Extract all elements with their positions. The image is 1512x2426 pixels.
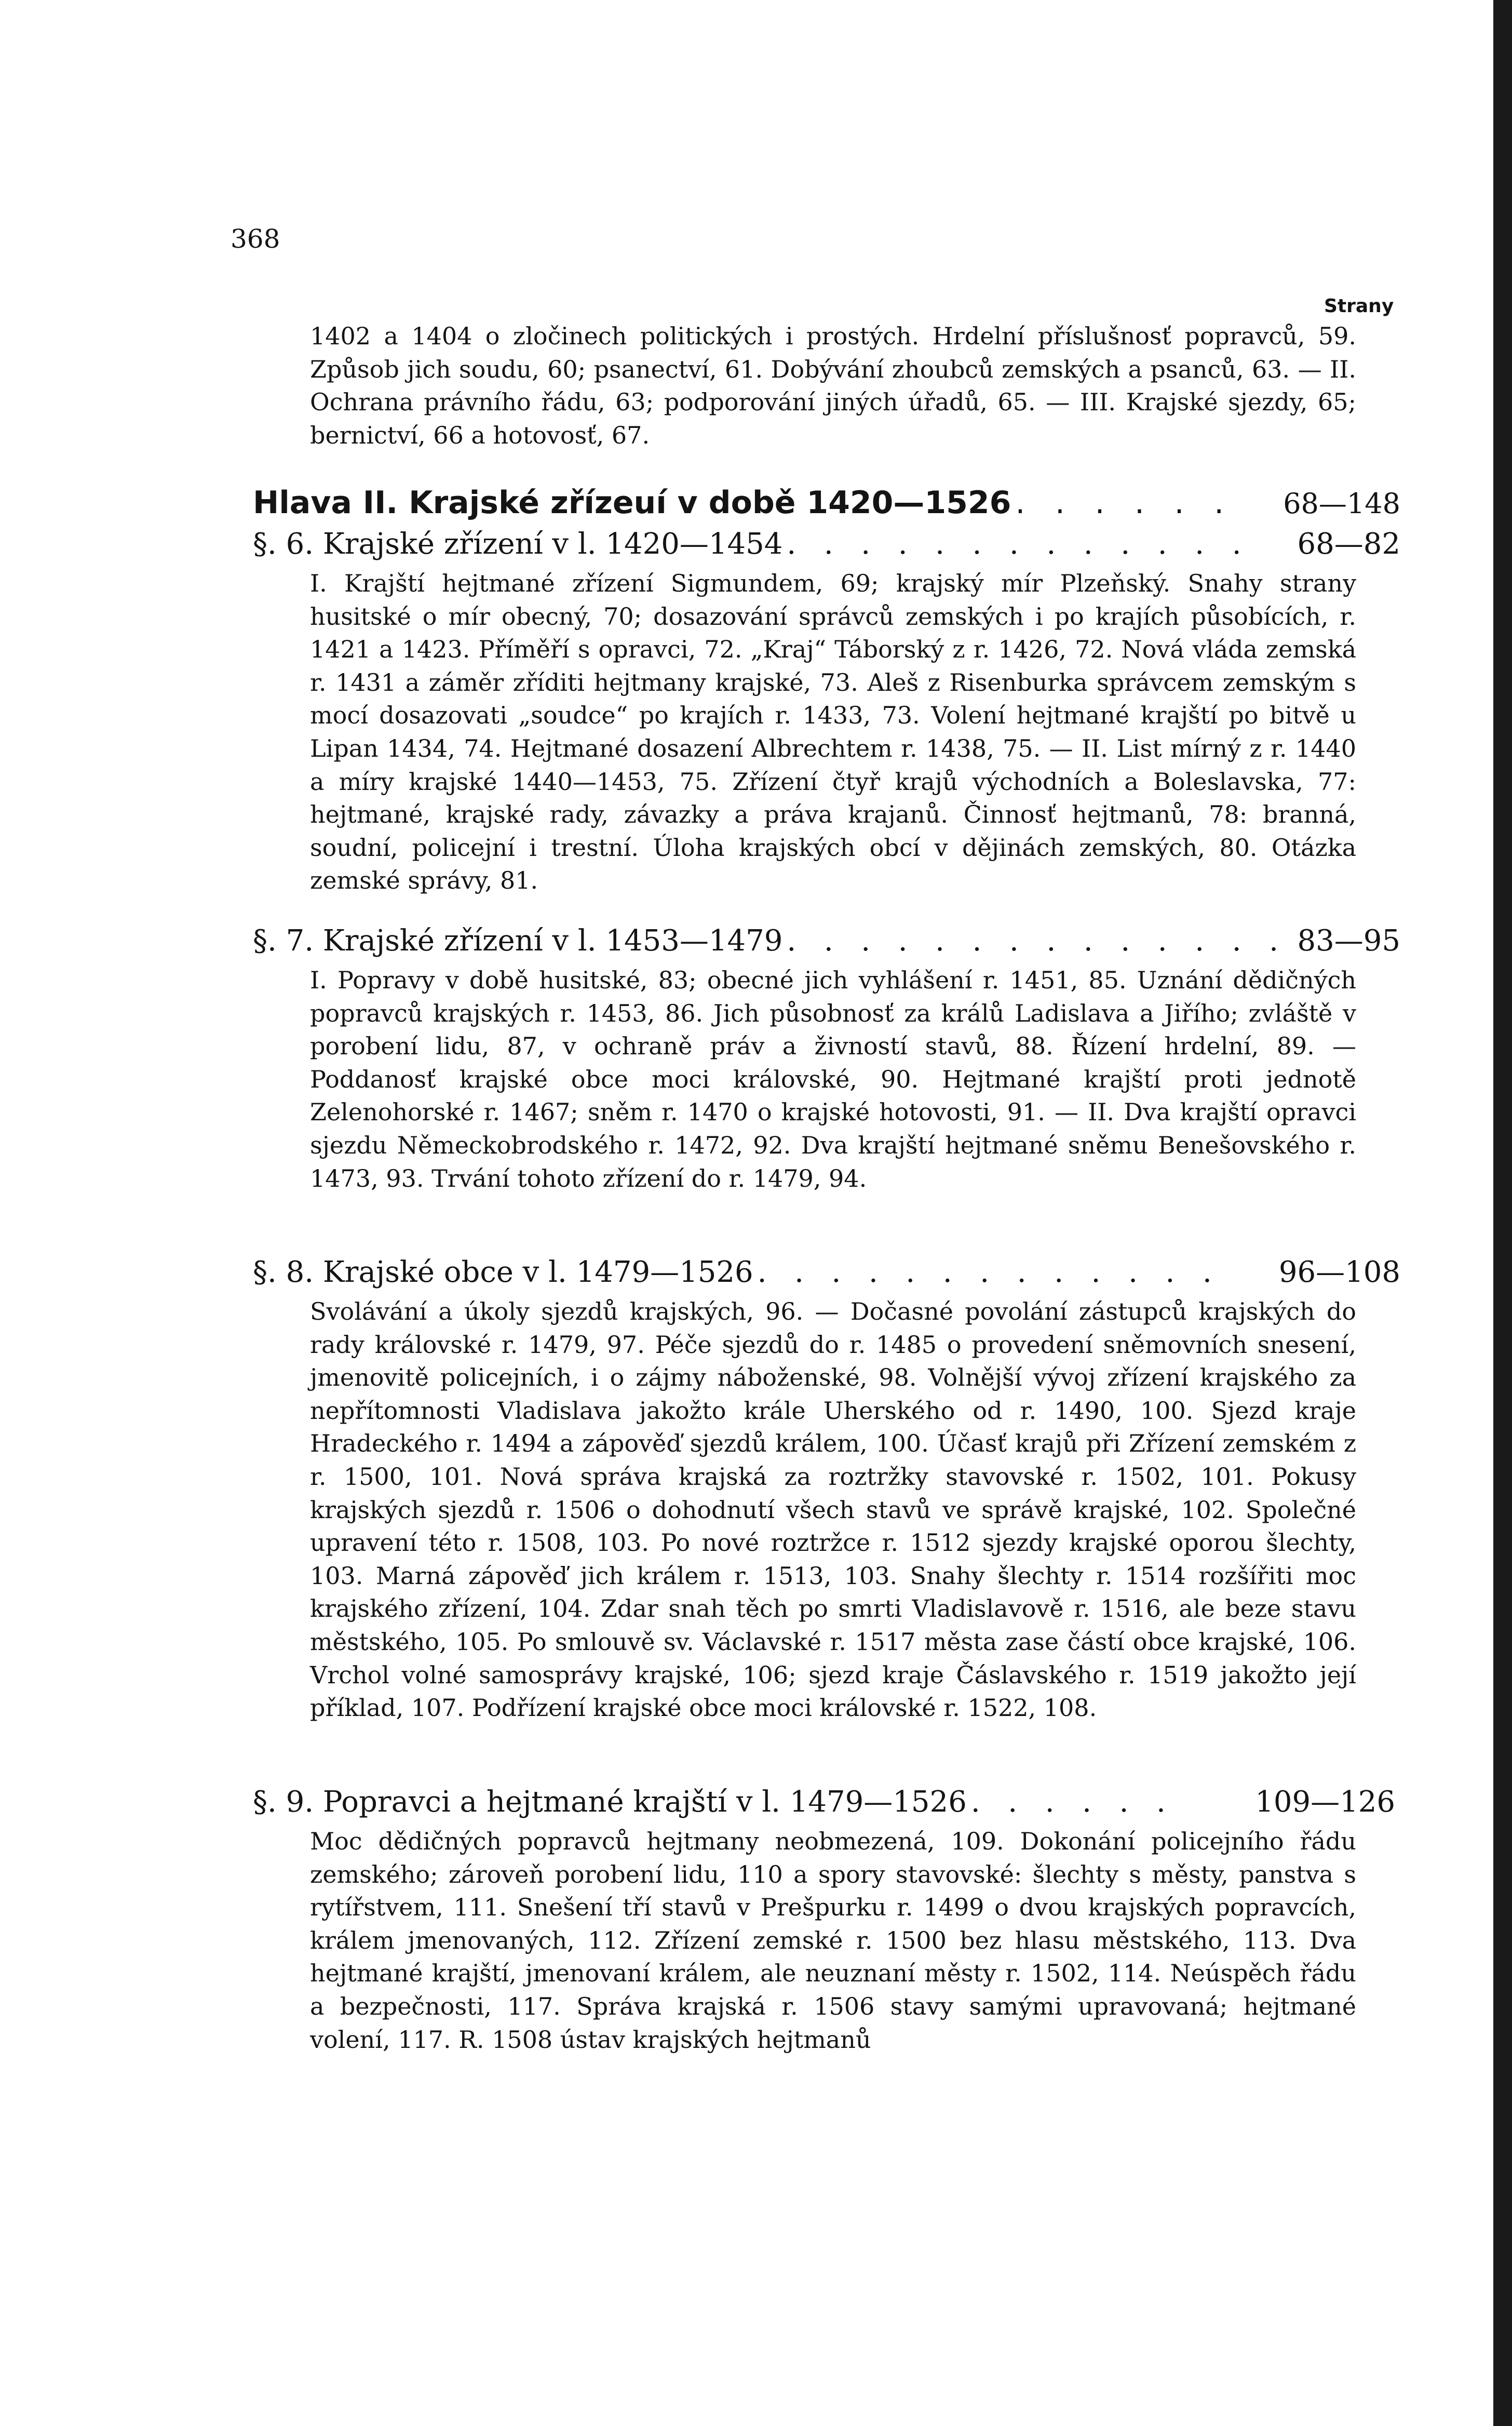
section-pages: 83—95 [1297,924,1400,958]
page-edge-shadow [1493,0,1512,2426]
section-leader-dots: . . . . . . [970,1785,1175,1819]
column-label-strany: Strany [1324,296,1394,317]
section-body-8: Svolávání a úkoly sjezdů krajských, 96. — Dočasné povolání zástupců krajských do rady královské r. 1479, 97. Péče sjezdů do r. 1485 o provedení sněmovních snesení, jmenovitě policejních, i o zájmy náboženské, 98. Volnější vývoj zřízení krajského za nepřítomnosti Vladislava jakožto krále Uherského od r. 1490, 100. Sjezd kraje Hradeckého r. 1494 a zápověď sjezdů králem, 100. Účasť krajů při Zřízení zemském z r. 1500, 101. Nová správa krajská za roztržky stavovské r. 1502, 101. Pokusy krajských sjezdů r. 1506 o dohodnutí všech stavů ve správě krajské, 102. Společné upravení této r. 1508, 103. Po nové roztržce r. 1512 sjezdy krajské oporou šlechty, 103. Marná zápověď jich králem r. 1513, 103. Snahy šlechty r. 1514 rozšířiti moc krajského zřízení, 104. Zdar snah těch po smrti Vladislavově r. 1516, ale beze stavu městského, 105. Po smlouvě sv. Václavské r. 1517 města zase částí obce krajské, 106. Vrchol volné samosprávy krajské, 106; sjezd kraje Čáslavského r. 1519 jakožto její příklad, 107. Podřízení krajské obce moci královské r. 1522, 108. [310,1297,1356,1722]
section-pages: 68—82 [1297,527,1400,561]
section-leader-dots: . . . . . . . . . . . . . [757,1255,1221,1289]
section-leader-dots: . . . . . . . . . . . . . . [787,924,1288,958]
section-title: §. 8. Krajské obce v l. 1479—1526 [253,1255,753,1289]
section-heading-7 [253,921,1400,961]
section-body-9: Moc dědičných popravců hejtmany neobmezená, 109. Dokonání policejního řádu zemského; zároveň porobení lidu, 110 a spory stavovské: šlechty s městy, panstva s rytířstvem, 111. Snešení tří stavů v Prešpurku r. 1499 o dvou krajských popravcích, králem jmenovaných, 112. Zřízení zemské r. 1500 bez hlasu městského, 113. Dva hejtmané krajští, jmenovaní králem, ale neuznaní městy r. 1502, 114. Neúspěch řádu a bezpečnosti, 117. Správa krajská r. 1506 stavy samými upravovaná; hejtmané volení, 117. R. 1508 ústav krajských hejtmanů [310,1827,1356,2054]
chapter-heading [253,482,1400,525]
page-number: 368 [231,224,280,254]
intro-paragraph: 1402 a 1404 o zločinech politických i prostých. Hrdelní příslušnosť popravců, 59. Způsob jich soudu, 60; psanectví, 61. Dobývání zhoubců zemských a psanců, 63. — II. Ochrana právního řádu, 63; podporování jiných úřadů, 65. — III. Krajské sjezdy, 65; bernictví, 66 a hotovosť, 67. [310,322,1356,449]
section-leader-dots: . . . . . . . . . . . . . [787,527,1251,561]
section-title: §. 9. Popravci a hejtmané krajští v l. 1479—1526 [253,1785,967,1819]
chapter-title: Hlava II. Krajské zřízeuí v době 1420—1526 [253,485,1011,521]
chapter-pages: 68—148 [1283,487,1400,520]
section-heading-9 [253,1782,1395,1822]
section-pages: 96—108 [1278,1255,1400,1289]
chapter-leader-dots: . . . . . . [1015,485,1234,521]
section-body-6: I. Krajští hejtmané zřízení Sigmundem, 69; krajský mír Plzeňský. Snahy strany husitské o mír obecný, 70; dosazování správců zemských i po krajích působících, r. 1421 a 1423. Příměří s opravci, 72. „Kraj“ Táborský z r. 1426, 72. Nová vláda zemská r. 1431 a záměr zříditi hejtmany krajské, 73. Aleš z Risenburka správcem zemským s mocí dosazovati „soudce“ po krajích r. 1433, 73. Volení hejtmané krajští po bitvě u Lipan 1434, 74. Hejtmané dosazení Albrechtem r. 1438, 75. — II. List mírný z r. 1440 a míry krajské 1440—1453, 75. Zřízení čtyř krajů východních a Boleslavska, 77: hejtmané, krajské rady, závazky a práva krajanů. Činnosť hejtmanů, 78: branná, soudní, policejní i trestní. Úloha krajských obcí v dějinách zemských, 80. Otázka zemské správy, 81. [310,569,1356,895]
section-pages: 109—126 [1255,1785,1395,1819]
section-body-7: I. Popravy v době husitské, 83; obecné jich vyhlášení r. 1451, 85. Uznání dědičných popravců krajských r. 1453, 86. Jich působnosť za králů Ladislava a Jiřího; zvláště v porobení lidu, 87, v ochraně práv a živností stavů, 88. Řízení hrdelní, 89. — Poddanosť krajské obce moci královské, 90. Hejtmané krajští proti jednotě Zelenohorské r. 1467; sněm r. 1470 o krajské hotovosti, 91. — II. Dva krajští opravci sjezdu Německobrodského r. 1472, 92. Dva krajští hejtmané sněmu Benešovského r. 1473, 93. Trvání tohoto zřízení do r. 1479, 94. [310,966,1356,1192]
section-title: §. 7. Krajské zřízení v l. 1453—1479 [253,924,783,958]
section-heading-8 [253,1253,1400,1292]
section-title: §. 6. Krajské zřízení v l. 1420—1454 [253,527,783,561]
section-heading-6 [253,525,1400,564]
